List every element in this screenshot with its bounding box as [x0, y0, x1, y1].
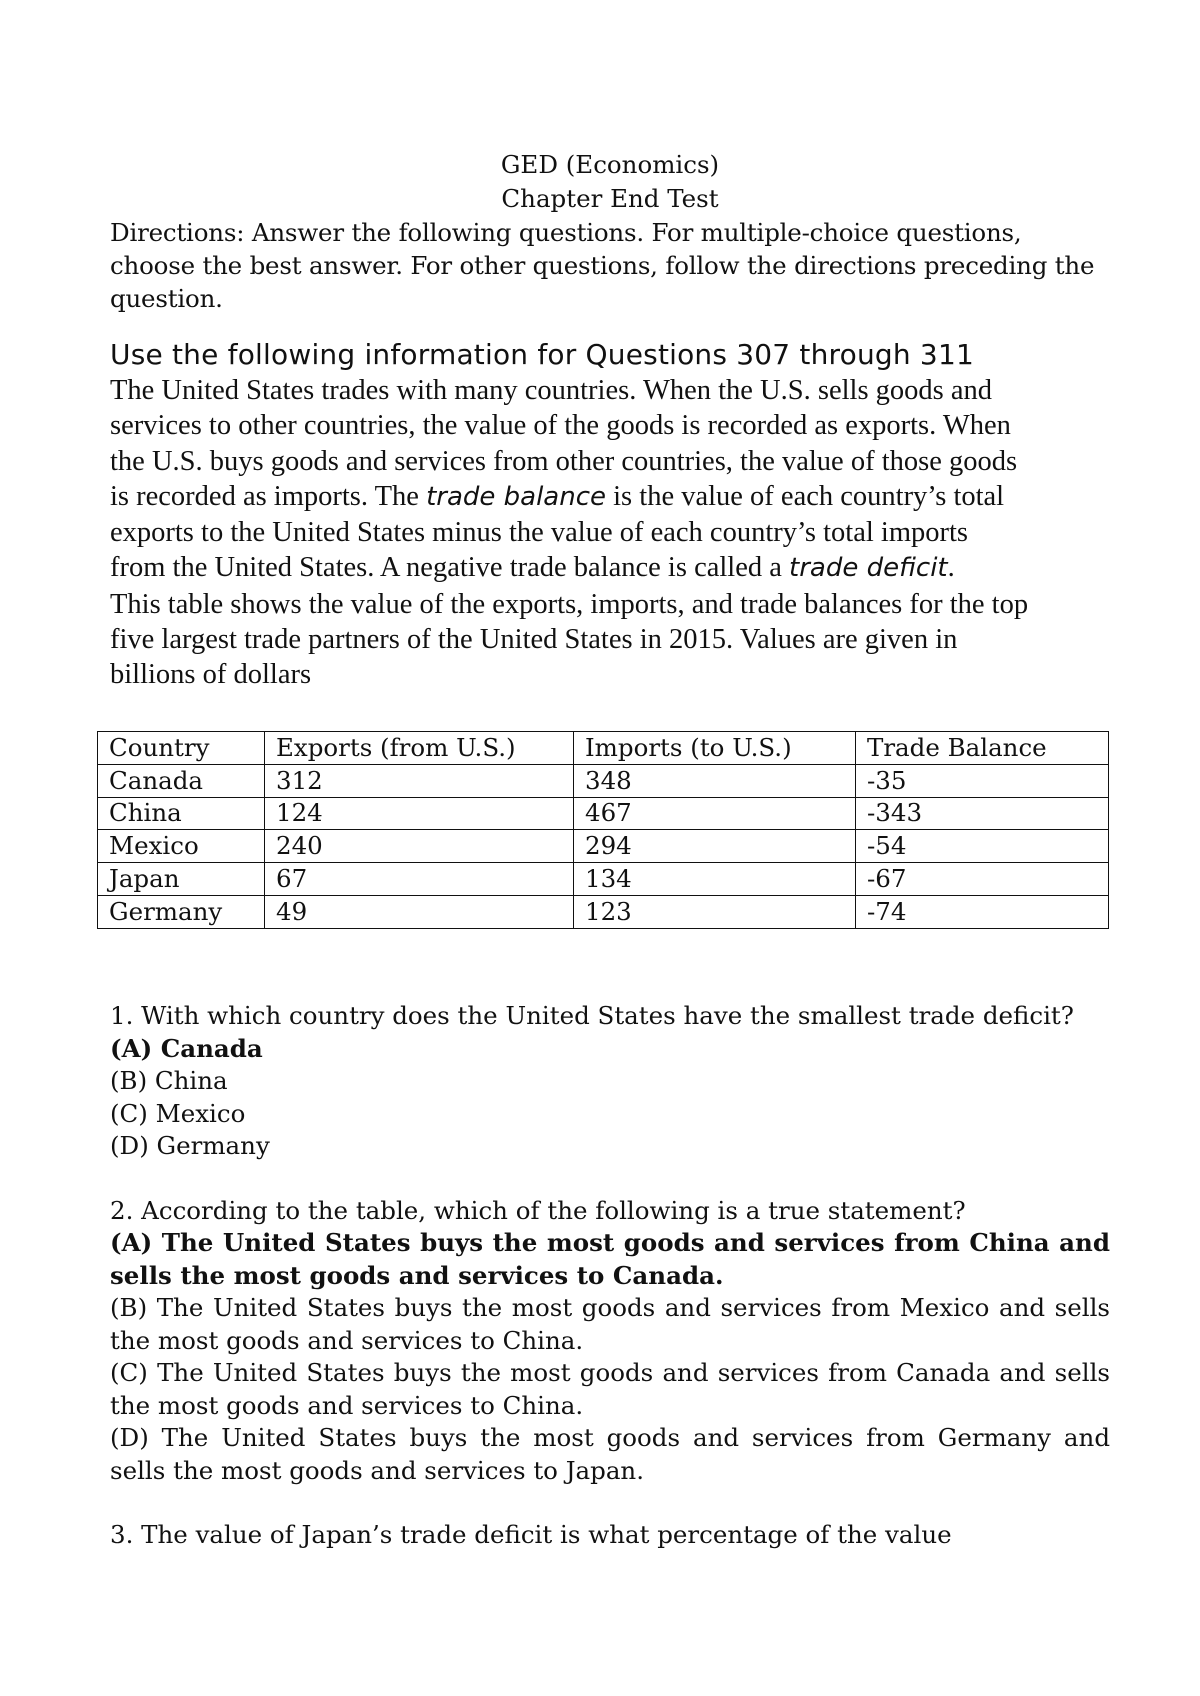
passage-text: is the value of each country’s total exports to the United States minus the value of each country’s total imports from the United States. A negative trade balance is called a — [110, 480, 1005, 584]
table-cell: 467 — [574, 797, 856, 830]
answer-option: (B) China — [110, 1066, 228, 1095]
trade-table — [97, 731, 1109, 929]
table-cell: 49 — [265, 895, 574, 928]
table-cell: China — [98, 797, 265, 830]
table-intro: This table shows the value of the exports, imports, and trade balances for the top five largest trade partners of the United States in 2015. Values are given in billions of dollars — [110, 588, 1029, 691]
table-cell: -35 — [856, 764, 1109, 797]
table-row — [98, 863, 1109, 896]
passage-text: . — [947, 552, 955, 584]
question-1 — [110, 1000, 1110, 1163]
table-row — [98, 764, 1109, 797]
answer-option: (C) Mexico — [110, 1098, 246, 1128]
table-row — [98, 830, 1109, 863]
table-cell: Japan — [98, 863, 265, 896]
table-cell: 240 — [265, 830, 574, 863]
table-cell: 67 — [265, 863, 574, 896]
question-3 — [110, 1519, 1110, 1552]
document-page — [110, 148, 1110, 693]
header-cell: Trade Balance — [856, 732, 1109, 765]
header-cell: Exports (from U.S.) — [265, 732, 574, 765]
table-cell: Mexico — [98, 830, 265, 863]
table-cell: 124 — [265, 797, 574, 830]
table-cell: 294 — [574, 830, 856, 863]
table-cell: -343 — [856, 797, 1109, 830]
table-cell: Germany — [98, 895, 265, 928]
question-stem: 2. According to the table, which of the following is a true statement? — [110, 1195, 966, 1225]
question-stem: 1. With which country does the United States have the smallest trade deficit? — [110, 1001, 1074, 1030]
term-trade-balance: trade balance — [426, 481, 607, 512]
answer-option-correct: (A) Canada — [110, 1033, 263, 1063]
document-subtitle: Chapter End Test — [501, 184, 719, 213]
table-cell: 348 — [574, 764, 856, 797]
table-cell: 312 — [265, 764, 574, 797]
table-header-row — [98, 732, 1109, 765]
question-2 — [110, 1195, 1110, 1488]
answer-option-correct: (A) The United States buys the most goods and services from China and sells the most goods and services to Canada. — [110, 1228, 1110, 1290]
header-cell: Imports (to U.S.) — [574, 732, 856, 765]
answer-option: (D) Germany — [110, 1131, 270, 1160]
table-row — [98, 797, 1109, 830]
questions-section — [110, 1000, 1110, 1584]
answer-option: (B) The United States buys the most goods and services from Mexico and sells the most goods and services to China. — [110, 1293, 1110, 1355]
table-cell: 123 — [574, 895, 856, 928]
table-cell: -54 — [856, 830, 1109, 863]
passage-text: The United States trades with many countries. When the U.S. sells goods and services to other countries, the value of the goods is recorded as exports. When the U.S. buys goods and services from other countries, the value of those goods is recorded as imports. The — [110, 375, 1018, 512]
table-cell: Canada — [98, 764, 265, 797]
table-cell: 134 — [574, 863, 856, 896]
answer-option: (D) The United States buys the most goods and services from Germany and sells the most goods and services to Japan. — [110, 1423, 1110, 1485]
header-cell: Country — [98, 732, 265, 765]
answer-option: (C) The United States buys the most goods and services from Canada and sells the most goods and services to China. — [110, 1358, 1110, 1420]
term-trade-deficit: trade deficit — [789, 553, 948, 584]
document-title: GED (Economics) — [500, 150, 720, 179]
info-passage — [110, 373, 1030, 587]
directions-text: Directions: Answer the following questions. For multiple-choice questions, choose the best answer. For other questions, follow the directions preceding the question. — [110, 218, 1095, 313]
question-stem: 3. The value of Japan’s trade deficit is what percentage of the value — [110, 1520, 952, 1549]
info-heading: Use the following information for Questions 307 through 311 — [110, 338, 974, 371]
table-row — [98, 895, 1109, 928]
table-cell: -67 — [856, 863, 1109, 896]
table-cell: -74 — [856, 895, 1109, 928]
